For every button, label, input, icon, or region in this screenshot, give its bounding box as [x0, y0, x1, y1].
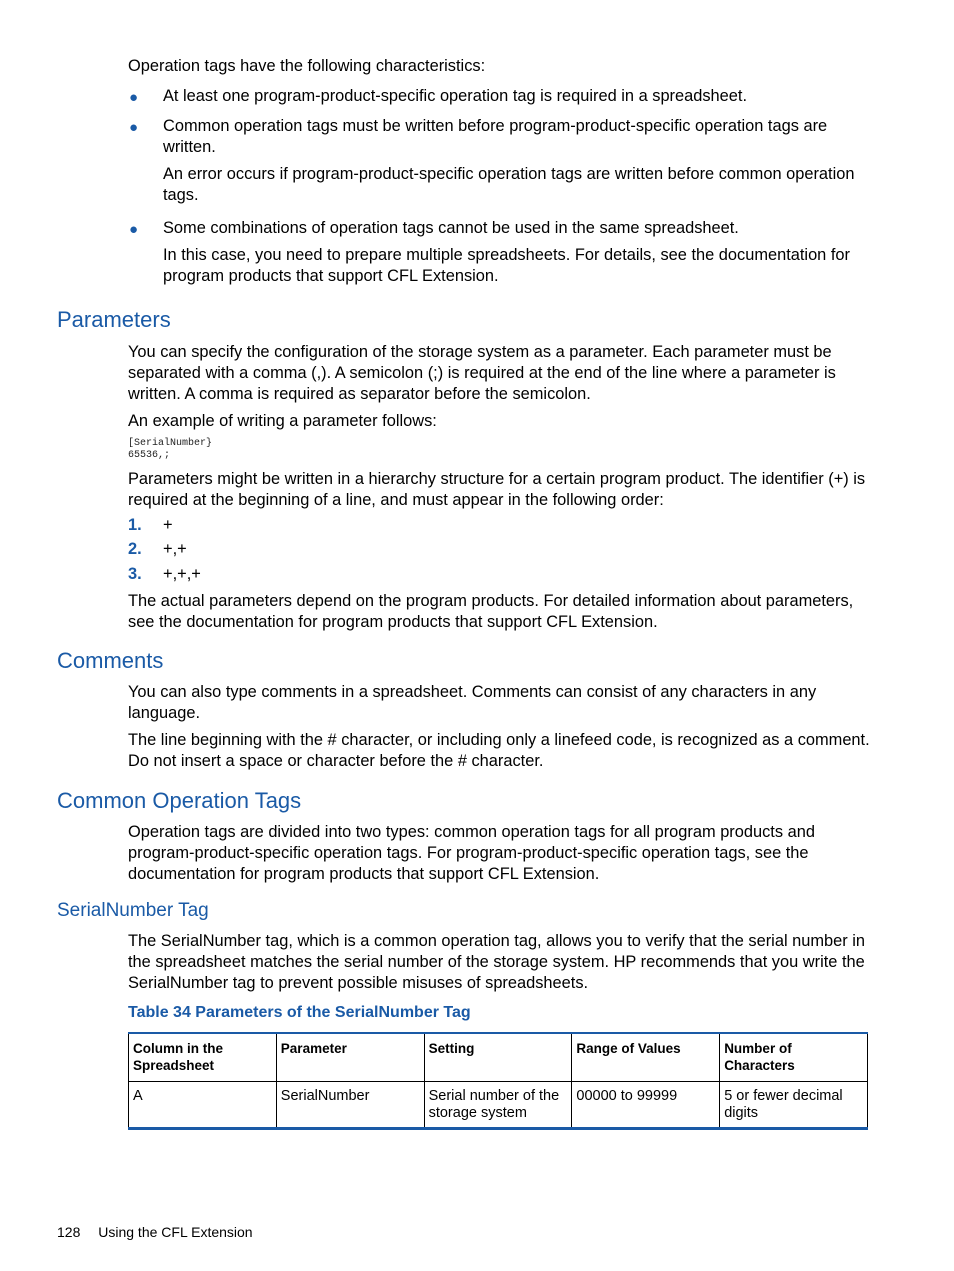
table-cell: SerialNumber [276, 1082, 424, 1129]
table-cell: Serial number of the storage system [424, 1082, 572, 1129]
footer-section-title: Using the CFL Extension [98, 1224, 253, 1240]
intro-text: Operation tags have the following characteristics: [128, 57, 486, 75]
list-number: 3. [128, 565, 142, 583]
list-item: +,+ [163, 540, 187, 558]
table-header-cell: Number of Characters [720, 1033, 868, 1082]
bullet-marker: ● [129, 221, 139, 238]
bullet-marker: ● [129, 119, 139, 136]
bullet-note: In this case, you need to prepare multiple spreadsheets. For details, see the documentation for program products that support CFL Extension. [163, 246, 850, 285]
table-header-cell: Column in the Spreadsheet [129, 1033, 277, 1082]
table-header-cell: Parameter [276, 1033, 424, 1082]
table-cell: 00000 to 99999 [572, 1082, 720, 1129]
bullet-item: Common operation tags must be written before program-product-specific operation tags are written. [163, 117, 828, 156]
list-number: 2. [128, 540, 142, 558]
serialnumber-parameters-table [128, 1032, 868, 1130]
code-line: 65536,; [128, 450, 171, 461]
serialnumber-paragraph: The SerialNumber tag, which is a common operation tag, allows you to verify that the serial number in the spreadsheet matches the serial number of the storage system. HP recommends that you write the SerialNumber tag to prevent possible misuses of spreadsheets. [128, 932, 866, 992]
list-item: + [163, 516, 173, 534]
table-header-cell: Range of Values [572, 1033, 720, 1082]
page-footer [57, 1222, 267, 1243]
bullet-item: At least one program-product-specific operation tag is required in a spreadsheet. [163, 87, 748, 105]
comments-paragraph: The line beginning with the # character, or including only a linefeed code, is recognized as a comment. Do not insert a space or character before the # character. [128, 731, 870, 770]
table-header-row [129, 1033, 868, 1082]
section-heading-comments: Comments [57, 648, 164, 673]
comments-paragraph: You can also type comments in a spreadsheet. Comments can consist of any characters in any language. [128, 683, 817, 722]
list-item: +,+,+ [163, 565, 201, 583]
table-cell: A [129, 1082, 277, 1129]
bullet-item: Some combinations of operation tags cannot be used in the same spreadsheet. [163, 219, 739, 237]
bullet-note: An error occurs if program-product-specific operation tags are written before common operation tags. [163, 165, 855, 204]
table-cell: 5 or fewer decimal digits [720, 1082, 868, 1129]
parameters-paragraph: Parameters might be written in a hierarchy structure for a certain program product. The identifier (+) is required at the beginning of a line, and must appear in the following order: [128, 470, 866, 509]
table-row [129, 1082, 868, 1129]
section-heading-parameters: Parameters [57, 307, 171, 332]
table-caption: Table 34 Parameters of the SerialNumber Tag [128, 1004, 471, 1021]
table-header-cell: Setting [424, 1033, 572, 1082]
code-example [128, 438, 212, 462]
common-tags-paragraph: Operation tags are divided into two types: common operation tags for all program products and program-product-specific operation tags. For program-product-specific operation tags, see the documentation for program products that support CFL Extension. [128, 823, 815, 883]
subsection-heading-serialnumber-tag: SerialNumber Tag [57, 900, 209, 921]
section-heading-common-operation-tags: Common Operation Tags [57, 788, 302, 813]
page-number: 128 [57, 1224, 81, 1240]
bullet-marker: ● [129, 89, 139, 106]
parameters-paragraph: You can specify the configuration of the storage system as a parameter. Each parameter must be separated with a comma (,). A semicolon (;) is required at the end of the line where a parameter is written. A comma is required as separator before the semicolon. [128, 343, 836, 403]
code-line: [SerialNumber} [128, 438, 213, 449]
parameters-paragraph: An example of writing a parameter follows: [128, 412, 437, 430]
parameters-paragraph: The actual parameters depend on the program products. For detailed information about parameters, see the documentation for program products that support CFL Extension. [128, 592, 854, 631]
list-number: 1. [128, 516, 142, 534]
